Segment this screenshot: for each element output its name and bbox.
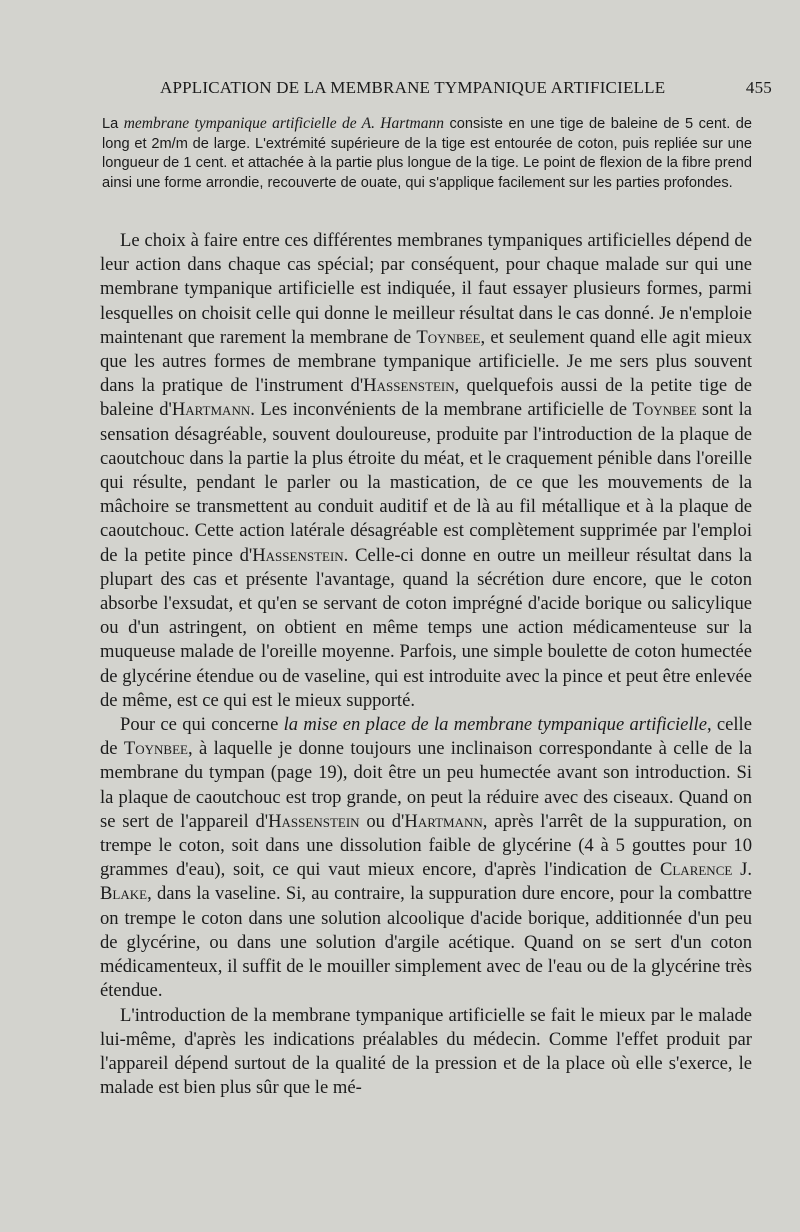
author-name: Hassenstein: [252, 544, 344, 566]
author-name: Hassenstein: [363, 375, 455, 397]
p2-text-b: , celle de: [100, 714, 752, 760]
author-name: Hassenstein: [268, 810, 360, 832]
footnote-paragraph: [102, 114, 752, 193]
author-name: Toynbee: [123, 738, 188, 760]
p2-italic-phrase: la mise en place de la membrane tympanique artificielle: [283, 714, 707, 736]
paragraph-2: [100, 713, 752, 1003]
running-header: [160, 78, 800, 102]
author-name: Clarence J. Blake: [100, 859, 752, 905]
author-name: Hartmann: [171, 399, 251, 421]
note-lead: La: [102, 116, 124, 132]
note-text: consiste en une tige de baleine de 5 cent. de long et 2m/m de large. L'extrémité supérieure de la tige est entourée de coton, puis repliée sur une longueur de 1 cent. et attachée à la partie plus longue de la tige. Le point de flexion de la fibre prend ainsi une forme arrondie, recouverte de ouate, qui s'applique facilement sur les parties profondes.: [102, 116, 752, 191]
p1-text-c: , quelquefois aussi de la petite tige de baleine d': [100, 375, 752, 421]
p1-text-e: sont la sensation désagréable, souvent douloureuse, produite par l'introduction de la plaque de caoutchouc dans la partie la plus étroite du méat, et le craquement pénible dans l'oreille qui résulte, pendant le parler ou la mastication, de ce que les mouvements de la mâchoire se transmettent au conduit auditif et de là au fil métallique et à la plaque de caoutchouc. Cette action latérale désagréable est complètement supprimée par l'emploi de la petite pince d': [100, 399, 752, 566]
author-name: Toynbee: [632, 399, 697, 421]
p1-text-a: Le choix à faire entre ces différentes membranes tympaniques artificielles dépend de leur action dans chaque cas spécial; par conséquent, pour chaque malade sur qui une membrane tympanique artificielle est indiquée, il faut essayer plusieurs formes, parmi lesquelles on choisit celle qui donne le meilleur résultat dans le cas donné. Je n'emploie maintenant que rarement la membrane de: [100, 230, 752, 348]
author-name: Hartmann: [404, 810, 483, 832]
p1-text-b: , et seulement quand elle agit mieux que les autres formes de membrane tympanique artificielle. Je me sers plus souvent dans la pratique de l'instrument d': [100, 326, 752, 397]
paragraph-1: [100, 229, 752, 713]
running-title: APPLICATION DE LA MEMBRANE TYMPANIQUE ARTIFICIELLE: [160, 78, 666, 97]
paragraph-3: [100, 1004, 752, 1101]
p2-text-f: , dans la vaseline. Si, au contraire, la suppuration dure encore, pour la combattre on trempe le coton dans une solution alcoolique d'acide borique, additionnée d'un peu de glycérine, ou dans une solution d'argile acétique. Quand on se sert d'un coton médicamenteux, il suffit de le mouiller simplement avec de l'eau ou de la glycérine très étendue.: [100, 883, 752, 1002]
p3-text-a: L'introduction de la membrane tympanique artificielle se fait le mieux par le malade lui-même, d'après les indications préalables du médecin. Comme l'effet produit par l'appareil dépend surtout de la qualité de la pression et de la place où elle s'exerce, le malade est bien plus sûr que le mé-: [100, 1004, 752, 1099]
note-italic-title: membrane tympanique artificielle de A. Hartmann: [123, 115, 444, 132]
p2-text-d: ou d': [359, 810, 405, 832]
p2-text-c: , à laquelle je donne toujours une inclinaison correspondante à celle de la membrane du tympan (page 19), doit être un peu humectée avant son introduction. Si la plaque de caoutchouc est trop grande, on peut la réduire avec des ciseaux. Quand on se sert de l'appareil d': [100, 738, 753, 832]
p2-text-e: , après l'arrêt de la suppuration, on trempe le coton, soit dans une dissolution faible de glycérine (4 à 5 gouttes pour 10 grammes d'eau), soit, ce qui vaut mieux encore, d'après l'indication de: [100, 810, 752, 881]
author-name: Toynbee: [416, 326, 481, 348]
p1-text-d: . Les inconvénients de la membrane artificielle de: [250, 399, 633, 421]
p2-text-a: Pour ce qui concerne: [120, 714, 284, 736]
p1-text-f: . Celle-ci donne en outre un meilleur résultat dans la plupart des cas et présente l'avantage, quand la sécrétion dure encore, que le coton absorbe l'exsudat, et qu'en se servant de coton imprégné d'acide borique ou salicylique ou d'un astringent, on obtient en même temps une action médicamenteuse sur la muqueuse malade de l'oreille moyenne. Parfois, une simple boulette de coton humectée de glycérine étendue ou de vaseline, qui est introduite avec la pince et peut être enlevée de même, est ce qui est le mieux supporté.: [100, 544, 752, 711]
page-number: 455: [745, 78, 772, 97]
main-text: [100, 229, 752, 1100]
